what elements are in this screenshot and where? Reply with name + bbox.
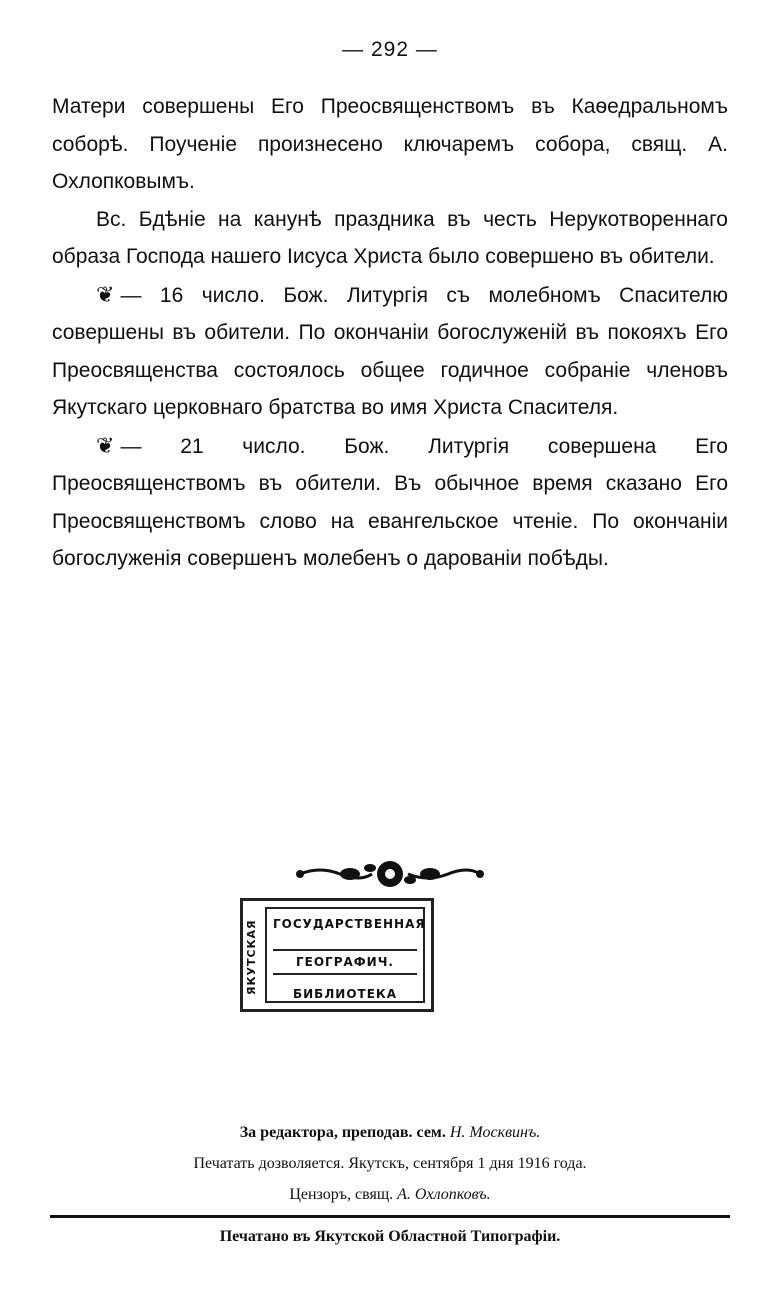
stamp-line-3: БИБЛИОТЕКА <box>292 987 398 1001</box>
editor-label: За редактора, преподав. сем. <box>239 1124 446 1141</box>
ornament-divider-icon <box>0 856 780 892</box>
printer-line: Печатано въ Якутской Областной Типографіи. <box>219 1228 561 1245</box>
censor-line <box>0 1186 780 1204</box>
stamp-side-text: ЯКУТСКАЯ <box>245 919 258 995</box>
paragraph-1 <box>52 88 728 201</box>
paragraph-3-text: — 16 число. Бож. Литургія съ молебномъ Спасителю совершены въ обители. По окончаніи богослуженій въ покояхъ Его Преосвященства состоялось общее годичное собраніе членовъ Якутскаго церковнаго братства во имя Христа Спасителя. <box>52 283 728 419</box>
censor-name: А. Охлопковъ. <box>397 1186 491 1203</box>
paragraph-2 <box>52 201 728 276</box>
body-text <box>52 88 728 578</box>
editor-line <box>0 1124 780 1142</box>
horizontal-rule <box>50 1215 730 1218</box>
paragraph-1-text: Матери совершены Его Преосвященствомъ въ Каѳедральномъ соборѣ. Поученіе произнесено ключаремъ собора, свящ. А. Охлопковымъ. <box>52 95 728 193</box>
library-stamp <box>240 898 434 1012</box>
paragraph-4-text: — 21 число. Бож. Литургія совершена Его Преосвященствомъ въ обители. Въ обычное время сказано Его Преосвященствомъ слово на евангельское чтеніе. По окончаніи богослуженія совершенъ молебенъ о дарованіи побѣды. <box>52 434 728 570</box>
stamp-inner-frame <box>265 907 425 1003</box>
stamp-line-2: ГЕОГРАФИЧ. <box>273 949 417 975</box>
page-number: — 292 — <box>342 38 438 61</box>
paragraph-2-text: Вс. Бдѣніе на канунѣ праздника въ честь Нерукотвореннаго образа Господа нашего Іисуса Христа было совершено въ обители. <box>52 207 728 268</box>
stamp-line-1: ГОСУДАРСТВЕННАЯ <box>273 917 426 931</box>
paragraph-3 <box>52 276 728 427</box>
paragraph-4 <box>52 427 728 578</box>
censor-label: Цензоръ, свящ. <box>289 1186 394 1203</box>
floral-bullet-icon: ❦ <box>96 281 115 307</box>
permission-line: Печатать дозволяется. Якутскъ, сентября 1 дня 1916 года. <box>193 1155 587 1172</box>
floral-bullet-icon: ❦ <box>96 432 115 458</box>
editor-name: Н. Москвинъ. <box>449 1124 541 1141</box>
